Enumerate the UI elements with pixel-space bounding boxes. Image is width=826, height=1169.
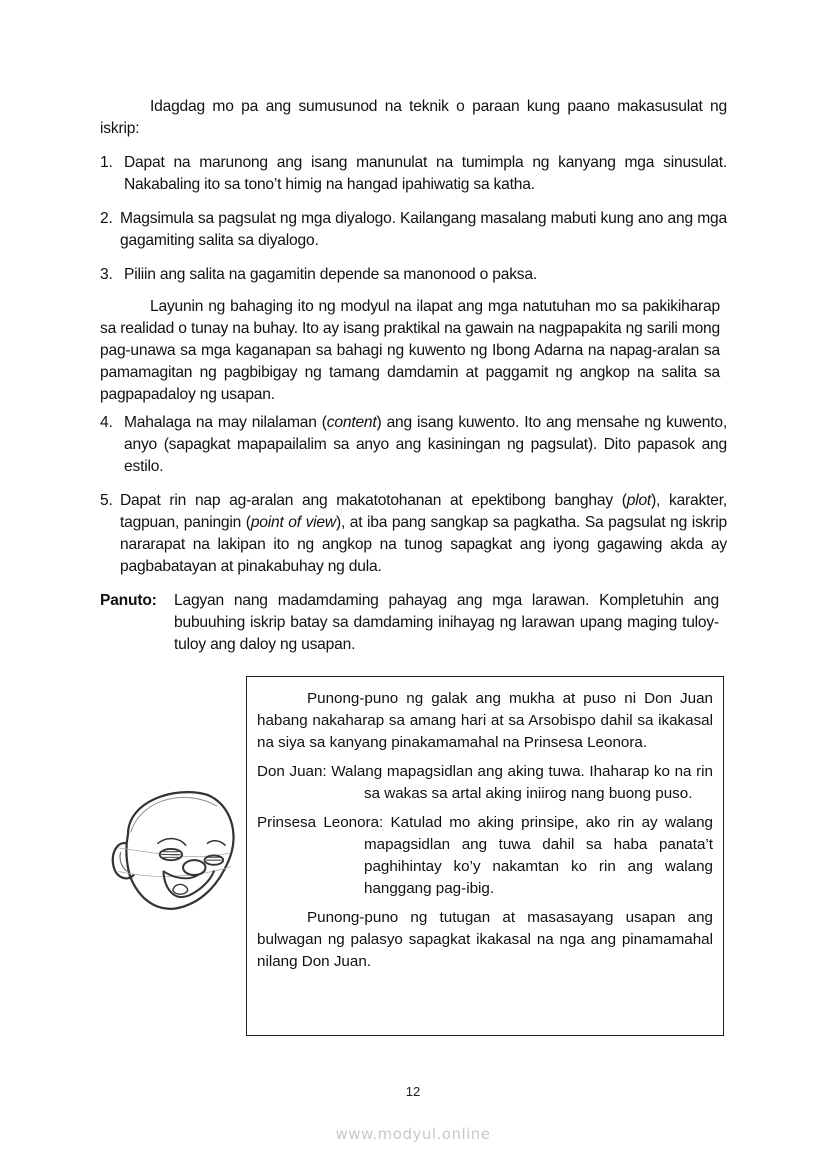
intro-paragraph: Idagdag mo pa ang sumusunod na teknik o paraan kung paano makasusulat ng iskrip:	[100, 98, 727, 137]
laughing-face-sketch-icon	[100, 778, 240, 918]
list-text: Dapat rin nap ag-aralan ang makatotohanan at epektibong banghay (plot), karakter, tagpuan, paningin (point of view), at iba pang sangkap sa pagkatha. Sa pagsulat ng iskrip nararapat na lakipan ito ng angkop na tunog sapagkat ang iyong gagawing akda ay pagbabatayan at pinakabuhay ng dula.	[120, 492, 727, 575]
dialogue-line: Katulad mo aking prinsipe, ako rin ay walang mapagsidlan ang tuwa dahil sa haba panata’t paghihintay ko’y nakamtan ko rin ang walang hanggang pag-ibig.	[364, 814, 713, 897]
script-box	[246, 676, 724, 1036]
list-number: 3.	[100, 266, 113, 283]
layunin-paragraph: Layunin ng bahaging ito ng modyul na ilapat ang mga natutuhan mo sa pakikiharap sa realidad o tunay na buhay. Ito ay isang praktikal na gawain na nagpapakita ng sarili mong pag-unawa sa mga kaganapan sa bahagi ng kuwento ng Ibong Adarna na napag-aralan sa pamamagitan ng pagbibigay ng tamang damdamin at paggamit ng angkop na salita sa pagpapadaloy ng usapan.	[100, 298, 720, 403]
instructions	[100, 590, 727, 656]
speaker-name: Prinsesa Leonora:	[257, 814, 384, 831]
list-number: 5.	[100, 492, 113, 509]
page-number: 12	[405, 1084, 421, 1099]
dialogue-line: Walang mapagsidlan ang aking tuwa. Ihaharap ko na rin sa wakas sa artal aking iniirog nang buong puso.	[331, 763, 713, 802]
instructions-text: Lagyan nang madamdaming pahayag ang mga larawan. Kompletuhin ang bubuuhing iskrip batay sa damdaming inihayag ng larawan upang maging tuloy-tuloy ang daloy ng usapan.	[174, 592, 719, 653]
list-text: Magsimula sa pagsulat ng mga diyalogo. Kailangang masalang mabuti kung ano ang mga gagamiting salita sa diyalogo.	[120, 210, 727, 249]
dialogue-prinsesa-leonora	[257, 812, 713, 900]
list-number: 1.	[100, 154, 113, 171]
list-item-2	[100, 208, 727, 252]
list-item-5	[100, 490, 727, 578]
italic-term: plot	[626, 492, 652, 509]
narration-closing: Punong-puno ng tutugan at masasayang usapan ang bulwagan ng palasyo sapagkat ikakasal na nga ang pinamamahal nilang Don Juan.	[257, 909, 713, 970]
instructions-label: Panuto:	[100, 592, 157, 609]
italic-term: point of view	[250, 514, 336, 531]
dialogue-don-juan	[257, 761, 713, 805]
list-text: Piliin ang salita na gagamitin depende sa manonood o paksa.	[124, 266, 537, 283]
list-text: Dapat na marunong ang isang manunulat na tumimpla ng kanyang mga sinusulat. Nakabaling ito sa tono’t himig na hangad ipahiwatig sa katha.	[124, 154, 727, 193]
list-text: Mahalaga na may nilalaman (content) ang isang kuwento. Ito ang mensahe ng kuwento, anyo (sapagkat mapapailalim sa anyo ang kasiningan ng pagsulat). Dito papasok ang estilo.	[124, 414, 727, 475]
list-item-1	[100, 152, 727, 196]
list-number: 2.	[100, 210, 113, 227]
narration-opening: Punong-puno ng galak ang mukha at puso ni Don Juan habang nakaharap sa amang hari at sa Arsobispo dahil sa ikakasal na siya sa kanyang pinakamamahal na Prinsesa Leonora.	[257, 690, 713, 751]
italic-term: content	[326, 414, 377, 431]
list-item-3	[100, 264, 727, 286]
watermark: www.modyul.online	[335, 1125, 491, 1143]
list-number: 4.	[100, 414, 113, 431]
speaker-name: Don Juan:	[257, 763, 327, 780]
list-item-4	[100, 412, 727, 478]
